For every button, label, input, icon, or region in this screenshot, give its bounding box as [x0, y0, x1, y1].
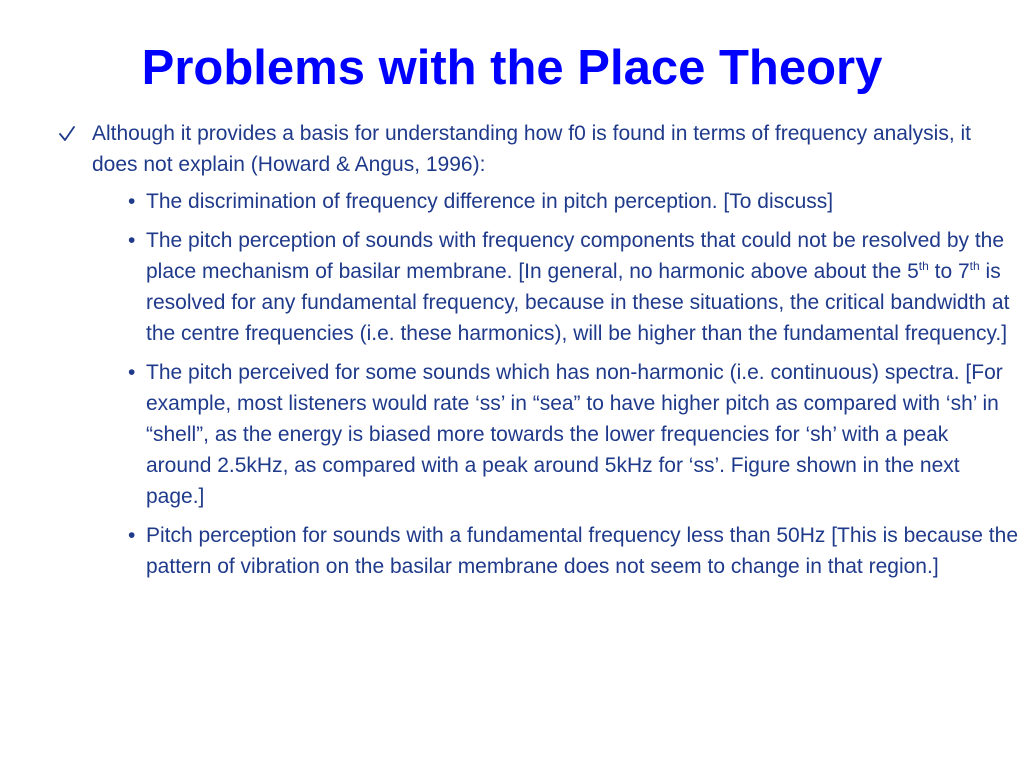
bullet-dot-icon: • [128, 190, 136, 213]
lead-paragraph [56, 118, 1018, 180]
bullet-dot-icon: • [128, 229, 136, 252]
bullet-item-unresolved-components [128, 225, 1018, 349]
bullet-item-non-harmonic [128, 357, 1018, 512]
superscript-th: th [918, 259, 929, 273]
bullet-item-discrimination [128, 186, 1018, 217]
bullet-dot-icon: • [128, 361, 136, 384]
bullet-item-low-fundamental [128, 520, 1018, 582]
lead-text: Although it provides a basis for understanding how f0 is found in terms of frequency analysis, it does not explain (Howard & Angus, 1996): [92, 122, 971, 176]
bullet-text: Pitch perception for sounds with a fundamental frequency less than 50Hz [This is because the pattern of vibration on the basilar membrane does not seem to change in that region.] [146, 524, 1018, 578]
bullet-text-part2: to 7 [928, 260, 970, 283]
superscript-th: th [969, 259, 980, 273]
slide-content [56, 118, 1018, 590]
bullet-list [56, 186, 1018, 582]
bullet-text-part3: is resolved for any fundamental frequency, because in these situations, the critical bandwidth at the centre frequencies (i.e. these harmonics), will be higher than the fundamental frequency.] [146, 260, 1010, 345]
checkmark-icon [58, 118, 80, 149]
bullet-text: The pitch perceived for some sounds which has non-harmonic (i.e. continuous) spectra. [For example, most listeners would rate ‘ss’ in “sea” to have higher pitch as compared with ‘sh’ in “shell”, as the energy is biased more towards the lower frequencies for ‘sh’ with a peak around 2.5kHz, as compared with a peak around 5kHz for ‘ss’. Figure shown in the next page.] [146, 361, 1003, 508]
slide-title: Problems with the Place Theory [141, 41, 883, 95]
bullet-dot-icon: • [128, 524, 136, 547]
bullet-text-part1: The pitch perception of sounds with frequency components that could not be resolved by the place mechanism of basilar membrane. [In general, no harmonic above about the 5 [146, 229, 1005, 283]
bullet-text: The discrimination of frequency difference in pitch perception. [To discuss] [146, 190, 834, 213]
